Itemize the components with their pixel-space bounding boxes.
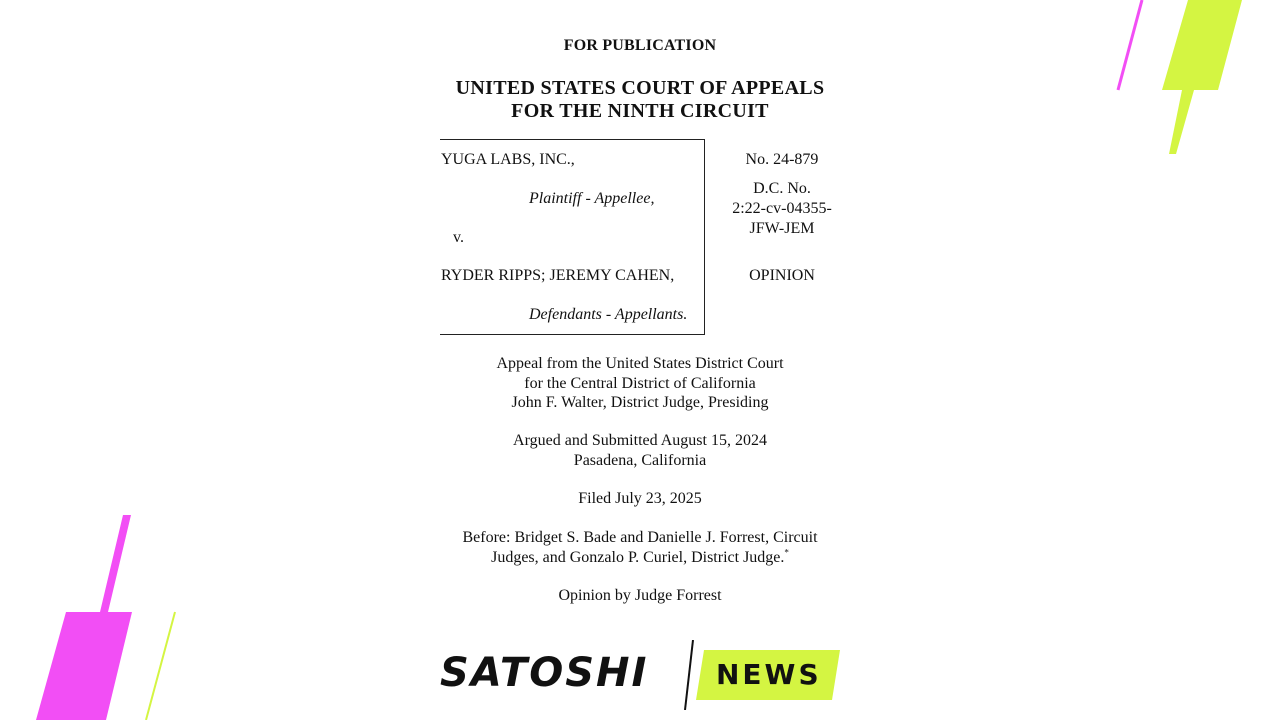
defendants-names: RYDER RIPPS; JEREMY CAHEN, xyxy=(441,267,675,284)
panel-line2-wrap xyxy=(340,548,940,568)
versus-label: v. xyxy=(453,229,464,246)
logo-satoshi-text: SATOSHI xyxy=(440,650,649,696)
green-block-top-right xyxy=(1162,0,1242,90)
court-title-line1: UNITED STATES COURT OF APPEALS xyxy=(455,77,825,99)
dc-label: D.C. No. xyxy=(753,180,811,197)
appeal-info xyxy=(340,354,940,413)
pink-block-bottom-left xyxy=(36,612,132,720)
panel-line2: Judges, and Gonzalo P. Curiel, District Judge. xyxy=(491,548,785,566)
panel-judges xyxy=(340,528,940,567)
district-court-number xyxy=(712,179,852,239)
logo-news-text: NEWS xyxy=(716,658,822,691)
plaintiff-role: Plaintiff - Appellee, xyxy=(529,190,655,207)
case-number: No. 24-879 xyxy=(745,151,819,168)
argued-line2: Pasadena, California xyxy=(573,451,707,469)
court-title-line2: FOR THE NINTH CIRCUIT xyxy=(511,100,769,122)
court-title xyxy=(340,77,940,123)
appeal-line2: for the Central District of California xyxy=(524,374,756,392)
opinion-author: Opinion by Judge Forrest xyxy=(558,587,722,604)
panel-line1: Before: Bridget S. Bade and Danielle J. Forrest, Circuit xyxy=(462,529,818,546)
dc-number-line1: 2:22-cv-04355- xyxy=(732,200,832,217)
dc-number-line2: JFW-JEM xyxy=(749,220,815,237)
argued-line1: Argued and Submitted August 15, 2024 xyxy=(513,432,767,449)
appeal-line1: Appeal from the United States District Court xyxy=(496,355,784,372)
argued-info xyxy=(340,431,940,470)
pink-stripe-bottom-left xyxy=(100,515,131,612)
logo-slash-icon xyxy=(683,640,695,710)
satoshi-news-logo xyxy=(440,640,840,710)
plaintiff-name: YUGA LABS, INC., xyxy=(441,151,575,168)
appeal-line3: John F. Walter, District Judge, Presiding xyxy=(511,394,769,411)
green-stripe-top-right xyxy=(1169,90,1194,154)
document-type: OPINION xyxy=(749,267,815,284)
filed-date: Filed July 23, 2025 xyxy=(578,490,702,507)
publication-label: FOR PUBLICATION xyxy=(563,37,717,54)
green-stripe-bottom-left xyxy=(146,612,175,720)
footnote-mark: * xyxy=(784,547,789,558)
defendants-role: Defendants - Appellants. xyxy=(529,306,688,323)
pink-stripe-top-right xyxy=(1118,0,1142,90)
